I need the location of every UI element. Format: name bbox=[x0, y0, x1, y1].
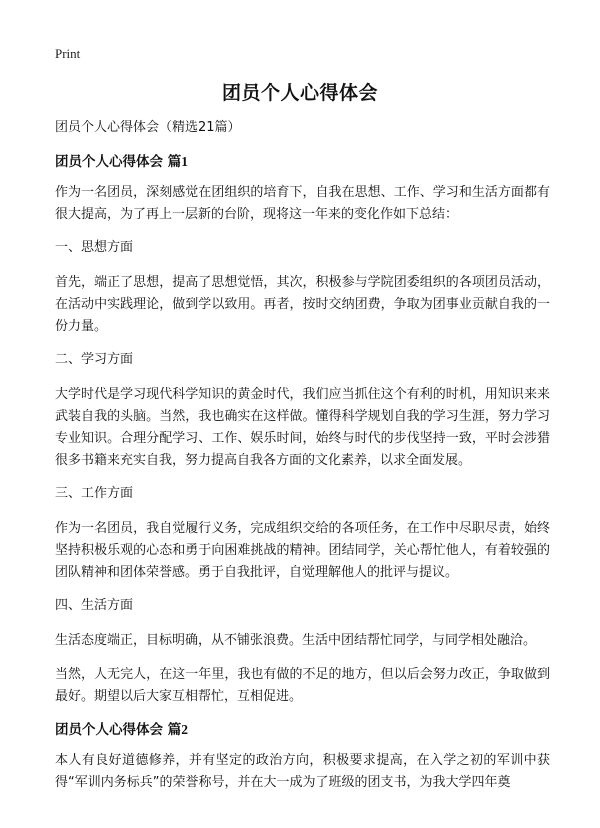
section-body-work: 作为一名团员，我自觉履行义务，完成组织交给的各项任务，在工作中尽职尽责，始终坚持积极乐观的心态和勇于向困难挑战的精神。团结同学，关心帮忙他人，有着较强的团队精神和团体荣誉感。勇于自我批评，自觉理解他人的批评与提议。 bbox=[55, 521, 550, 580]
chapter-1-intro: 作为一名团员，深刻感觉在团组织的培育下，自我在思想、工作、学习和生活方面都有很大提高，为了再上一层新的台阶，现将这一年来的变化作如下总结： bbox=[55, 185, 550, 222]
article-body bbox=[55, 118, 550, 806]
chapter-2-intro: 本人有良好道德修养，并有坚定的政治方向，积极要求提高，在入学之初的军训中获得“军训内务标兵”的荣誉称号，并在大一成为了班级的团支书，为我大学四年奠 bbox=[55, 753, 550, 790]
section-body-study: 大学时代是学习现代科学知识的黄金时代，我们应当抓住这个有利的时机，用知识来来武装自我的头脑。当然，我也确实在这样做。懂得科学规划自我的学习生涯，努力学习专业知识。合理分配学习、工作、娱乐时间，始终与时代的步伐坚持一致，平时会涉猎很多书籍来充实自我，努力提高自我各方面的文化素养，以求全面发展。 bbox=[55, 387, 550, 468]
chapter-heading-text: 团员个人心得体会 bbox=[55, 154, 168, 170]
section-heading-thought: 一、思想方面 bbox=[55, 240, 134, 255]
chapter-number: 篇2 bbox=[167, 722, 188, 737]
section-heading-work: 三、工作方面 bbox=[55, 486, 134, 501]
print-link[interactable]: Print bbox=[55, 46, 81, 61]
section-heading-study: 二、学习方面 bbox=[55, 352, 134, 367]
page-title: 团员个人心得体会 bbox=[221, 82, 378, 104]
chapter-heading-1 bbox=[55, 152, 550, 172]
article-subtitle: 团员个人心得体会（精选21篇） bbox=[55, 120, 241, 135]
section-body-life: 生活态度端正，目标明确，从不铺张浪费。生活中团结帮忙同学，与同学相处融洽。 bbox=[55, 633, 537, 648]
section-body-thought: 首先，端正了思想，提高了思想觉悟，其次，积极参与学院团委组织的各项团员活动，在活动中实践理论，做到学以致用。再者，按时交纳团费，争取为团事业贡献自我的一份力量。 bbox=[55, 275, 550, 334]
chapter-heading-2 bbox=[55, 720, 550, 740]
chapter-heading-text: 团员个人心得体会 bbox=[55, 722, 168, 738]
chapter-number: 篇1 bbox=[167, 154, 188, 169]
section-heading-life: 四、生活方面 bbox=[55, 598, 134, 613]
chapter-1-closing: 当然，人无完人，在这一年里，我也有做的不足的地方，但以后会努力改正，争取做到最好。期望以后大家互相帮忙，互相促进。 bbox=[55, 667, 550, 704]
